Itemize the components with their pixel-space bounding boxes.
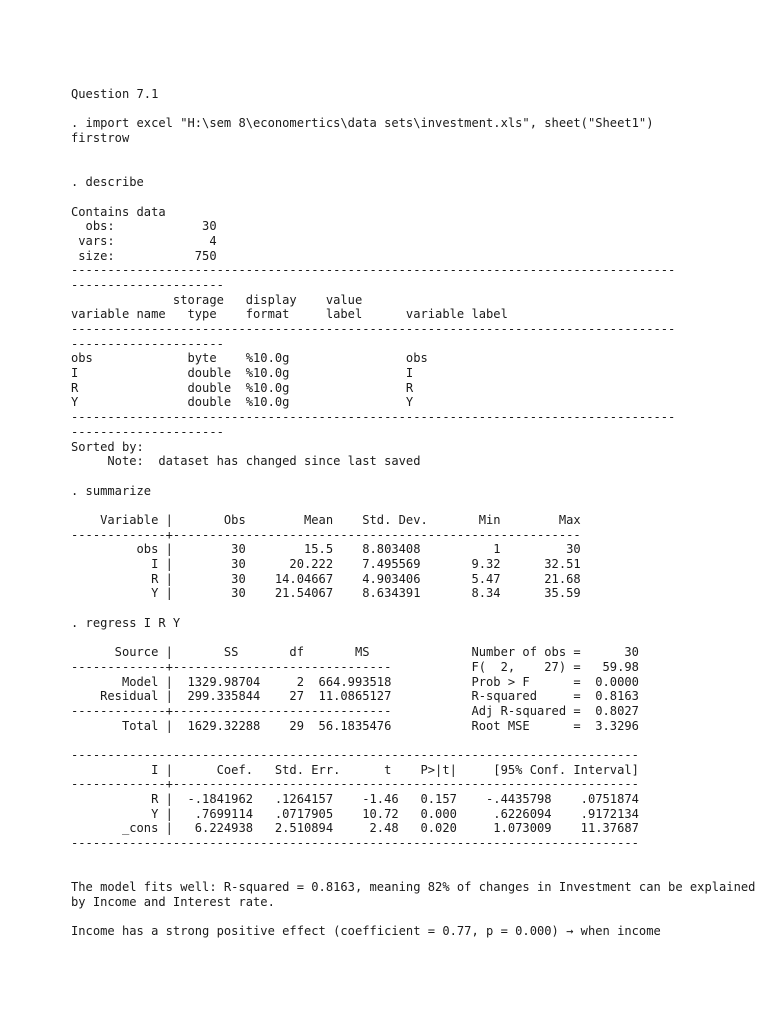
describe-vars: vars: 4 [71,233,217,248]
coef-bottom-rule: ------------------------------------------------------------------------------ [71,836,639,851]
summarize-command: . summarize [71,483,152,498]
import-command-line-1: . import excel "H:\sem 8\economertics\data sets\investment.xls", sheet("Sheet1") [71,116,654,131]
stata-output-document [71,87,761,939]
describe-obs: obs: 30 [71,219,217,234]
blank-line [71,498,761,513]
divider-rule-continued: --------------------- [71,336,224,351]
divider-rule-continued: --------------------- [71,424,224,439]
coef-top-rule: ------------------------------------------------------------------------------ [71,747,639,762]
summarize-header: Variable | Obs Mean Std. Dev. Min Max [71,512,581,527]
blank-line [71,851,761,866]
interpretation-model-fit: The model fits well: R-squared = 0.8163, meaning 82% of changes in Investment can be explained by Income and Interest rate. [71,880,756,909]
summarize-row-y: Y | 30 21.54067 8.634391 8.34 35.59 [71,586,581,601]
blank-line [71,733,761,748]
blank-line [71,102,761,117]
interpretation-income-effect: Income has a strong positive effect (coefficient = 0.77, p = 0.000) → when income [71,924,661,939]
divider-rule-continued: --------------------- [71,277,224,292]
blank-line [71,469,761,484]
describe-row-y: Y double %10.0g Y [71,395,414,410]
summarize-row-r: R | 30 14.04667 4.903406 5.47 21.68 [71,571,581,586]
blank-line [71,910,761,925]
describe-column-header-2: variable name type format label variable label [71,307,508,322]
summarize-row-i: I | 30 20.222 7.495569 9.32 32.51 [71,557,581,571]
blank-line [71,190,761,205]
coef-row-y: Y | .7699114 .0717905 10.72 0.000 .6226094 .9172134 [71,806,639,821]
blank-line [71,160,761,175]
anova-divider-f-stat: -------------+------------------------------ F( 2, 27) = 59.98 [71,659,639,674]
anova-row-total: Total | 1629.32288 29 56.1835476 Root MSE = 3.3296 [71,718,639,733]
divider-rule: ----------------------------------------------------------------------------------- [71,410,676,425]
anova-row-model: Model | 1329.98704 2 664.993518 Prob > F = 0.0000 [71,674,639,689]
dataset-changed-note: Note: dataset has changed since last saved [71,454,421,469]
question-heading: Question 7.1 [71,87,159,101]
blank-line [71,601,761,616]
summarize-row-obs: obs | 30 15.5 8.803408 1 30 [71,542,581,557]
coef-divider: -------------+---------------------------------------------------------------- [71,777,639,792]
blank-line [71,146,761,161]
anova-divider-adj-r2: -------------+------------------------------ Adj R-squared = 0.8027 [71,703,639,718]
regress-command: . regress I R Y [71,615,181,630]
describe-column-header-1: storage display value [71,292,363,307]
coef-row-cons: _cons | 6.224938 2.510894 2.48 0.020 1.073009 11.37687 [71,821,639,836]
describe-size: size: 750 [71,248,217,263]
describe-row-i: I double %10.0g I [71,366,414,381]
import-command-line-2: firstrow [71,131,130,146]
divider-rule: ----------------------------------------------------------------------------------- [71,322,676,336]
describe-contains-data: Contains data [71,204,166,219]
coef-header: I | Coef. Std. Err. t P>|t| [95% Conf. Interval] [71,762,639,777]
blank-line [71,630,761,645]
anova-header: Source | SS df MS Number of obs = 30 [71,645,639,660]
sorted-by-label: Sorted by: [71,439,144,454]
describe-row-obs: obs byte %10.0g obs [71,351,428,366]
blank-line [71,865,761,880]
anova-row-residual: Residual | 299.335844 27 11.0865127 R-squared = 0.8163 [71,689,639,704]
divider-rule: ----------------------------------------------------------------------------------- [71,263,676,278]
describe-command: . describe [71,175,144,190]
coef-row-r: R | -.1841962 .1264157 -1.46 0.157 -.4435798 .0751874 [71,792,639,806]
summarize-divider: -------------+-------------------------------------------------------- [71,527,581,542]
describe-row-r: R double %10.0g R [71,380,414,395]
